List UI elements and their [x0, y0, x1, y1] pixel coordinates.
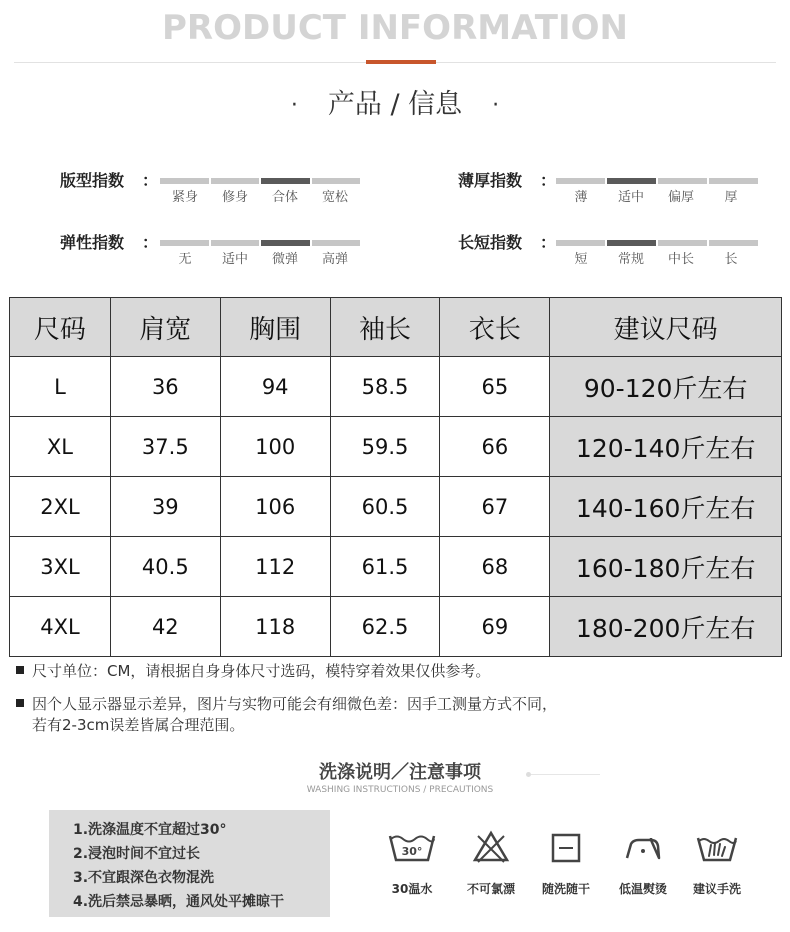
care-label: 不可氯漂	[466, 882, 515, 896]
cell-size: 2XL	[10, 477, 111, 537]
note-color-difference	[16, 694, 557, 736]
index-segment	[658, 240, 707, 246]
header-title-cn-text: 产品 / 信息	[327, 89, 463, 120]
index-colon: ：	[142, 233, 159, 252]
tumble-dry-icon	[548, 830, 584, 864]
care-low-iron	[603, 830, 683, 897]
cell-suggested: 180-200斤左右	[550, 597, 782, 657]
column-header-suggested: 建议尺码	[550, 298, 782, 357]
column-header-chest: 胸围	[220, 298, 330, 357]
cell-size: 3XL	[10, 537, 111, 597]
note-size-unit	[16, 661, 490, 682]
cell-sleeve: 61.5	[330, 537, 440, 597]
care-label: 随洗随干	[541, 882, 590, 896]
index-tick: 长	[724, 252, 738, 267]
cell-length: 67	[440, 477, 550, 537]
table-row	[10, 357, 782, 417]
header-dot-right: ·	[492, 93, 500, 118]
index-segment	[556, 240, 605, 246]
note-text: 若有2-3cm误差皆属合理范围。	[32, 716, 245, 734]
cell-chest: 118	[220, 597, 330, 657]
index-segment	[211, 178, 260, 184]
index-segment-selected	[261, 240, 310, 246]
care-hand-wash	[677, 830, 757, 897]
cell-sleeve: 59.5	[330, 417, 440, 477]
index-thickness	[458, 168, 778, 218]
washing-instruction: 4.洗后禁忌暴晒，通风处平摊晾干	[73, 894, 285, 910]
cell-suggested: 140-160斤左右	[550, 477, 782, 537]
cell-sleeve: 58.5	[330, 357, 440, 417]
care-no-bleach	[451, 830, 531, 897]
index-segment	[211, 240, 260, 246]
cell-suggested: 160-180斤左右	[550, 537, 782, 597]
index-label: 薄厚指数	[458, 171, 523, 190]
cell-length: 68	[440, 537, 550, 597]
wash-30-icon	[387, 830, 437, 864]
washing-instruction: 3.不宜跟深色衣物混洗	[73, 870, 215, 886]
index-segment	[160, 178, 209, 184]
cell-sleeve: 62.5	[330, 597, 440, 657]
cell-length: 65	[440, 357, 550, 417]
index-tick: 适中	[617, 190, 644, 205]
header-accent-bar	[366, 60, 436, 64]
column-header-length: 衣长	[440, 298, 550, 357]
no-bleach-icon	[471, 830, 511, 864]
care-label: 低温熨烫	[618, 882, 667, 896]
index-segment	[556, 178, 605, 184]
index-bar	[556, 240, 758, 246]
index-tick: 短	[574, 252, 588, 267]
index-tick: 无	[178, 252, 192, 267]
washing-decoration	[530, 774, 600, 775]
table-row	[10, 537, 782, 597]
header-title-en: PRODUCT INFORMATION	[162, 8, 628, 48]
index-segment	[312, 240, 361, 246]
care-tumble-dry	[526, 830, 606, 897]
cell-suggested: 90-120斤左右	[550, 357, 782, 417]
index-tick: 紧身	[171, 190, 198, 205]
index-tick: 微弹	[271, 252, 298, 267]
index-colon: ：	[142, 171, 159, 190]
table-row	[10, 417, 782, 477]
index-tick: 修身	[221, 190, 248, 205]
index-label: 长短指数	[458, 233, 523, 252]
care-wash-30	[372, 830, 452, 897]
washing-title: 洗涤说明／注意事项	[319, 762, 481, 783]
cell-shoulder: 37.5	[110, 417, 220, 477]
index-elasticity	[60, 230, 380, 280]
cell-suggested: 120-140斤左右	[550, 417, 782, 477]
index-segment	[160, 240, 209, 246]
column-header-sleeve: 袖长	[330, 298, 440, 357]
care-label: 建议手洗	[692, 882, 741, 896]
cell-size: XL	[10, 417, 111, 477]
note-text: 因个人显示器显示差异，图片与实物可能会有细微色差：因手工测量方式不同，	[32, 695, 558, 713]
index-segment-selected	[261, 178, 310, 184]
cell-chest: 94	[220, 357, 330, 417]
index-tick: 薄	[574, 190, 588, 205]
index-tick: 偏厚	[667, 190, 694, 205]
index-segment	[709, 178, 758, 184]
column-header-size: 尺码	[10, 298, 111, 357]
bullet-square-icon	[16, 699, 24, 707]
index-bar	[160, 178, 360, 184]
index-bar	[556, 178, 758, 184]
index-length	[458, 230, 778, 280]
index-tick: 适中	[221, 252, 248, 267]
cell-shoulder: 40.5	[110, 537, 220, 597]
cell-length: 66	[440, 417, 550, 477]
index-tick: 常规	[617, 252, 644, 267]
index-tick: 合体	[271, 190, 298, 205]
size-table-header-row	[10, 298, 782, 357]
index-tick: 厚	[724, 190, 738, 205]
cell-length: 69	[440, 597, 550, 657]
index-bar	[160, 240, 360, 246]
washing-instruction: 1.洗涤温度不宜超过30°	[73, 822, 227, 838]
cell-chest: 100	[220, 417, 330, 477]
index-fit	[60, 168, 380, 218]
washing-subtitle: WASHING INSTRUCTIONS / PRECAUTIONS	[306, 785, 494, 795]
cell-chest: 106	[220, 477, 330, 537]
index-tick: 中长	[667, 252, 694, 267]
cell-sleeve: 60.5	[330, 477, 440, 537]
cell-chest: 112	[220, 537, 330, 597]
table-row	[10, 477, 782, 537]
care-label: 30温水	[391, 882, 433, 896]
index-segment-selected	[607, 178, 656, 184]
cell-shoulder: 36	[110, 357, 220, 417]
index-tick: 高弹	[321, 252, 348, 267]
size-table	[9, 297, 782, 657]
index-label: 版型指数	[60, 171, 125, 190]
hand-wash-icon	[695, 830, 739, 864]
column-header-shoulder: 肩宽	[110, 298, 220, 357]
index-segment	[709, 240, 758, 246]
cell-size: L	[10, 357, 111, 417]
table-row	[10, 597, 782, 657]
header-title-cn	[0, 82, 790, 121]
index-colon: ：	[540, 233, 557, 252]
index-colon: ：	[540, 171, 557, 190]
index-segment-selected	[607, 240, 656, 246]
index-segment	[312, 178, 361, 184]
index-label: 弹性指数	[60, 233, 125, 252]
washing-instructions-box	[49, 810, 330, 917]
index-tick: 宽松	[321, 190, 348, 205]
index-segment	[658, 178, 707, 184]
washing-instruction: 2.浸泡时间不宜过长	[73, 846, 201, 862]
note-text: 尺寸单位：CM，请根据自身身体尺寸选码，模特穿着效果仅供参考。	[32, 662, 491, 680]
wash-temp-mark: 30°	[401, 845, 423, 858]
cell-shoulder: 42	[110, 597, 220, 657]
bullet-square-icon	[16, 666, 24, 674]
header-dot-left: ·	[290, 93, 298, 118]
cell-shoulder: 39	[110, 477, 220, 537]
cell-size: 4XL	[10, 597, 111, 657]
low-iron-icon	[623, 830, 663, 864]
